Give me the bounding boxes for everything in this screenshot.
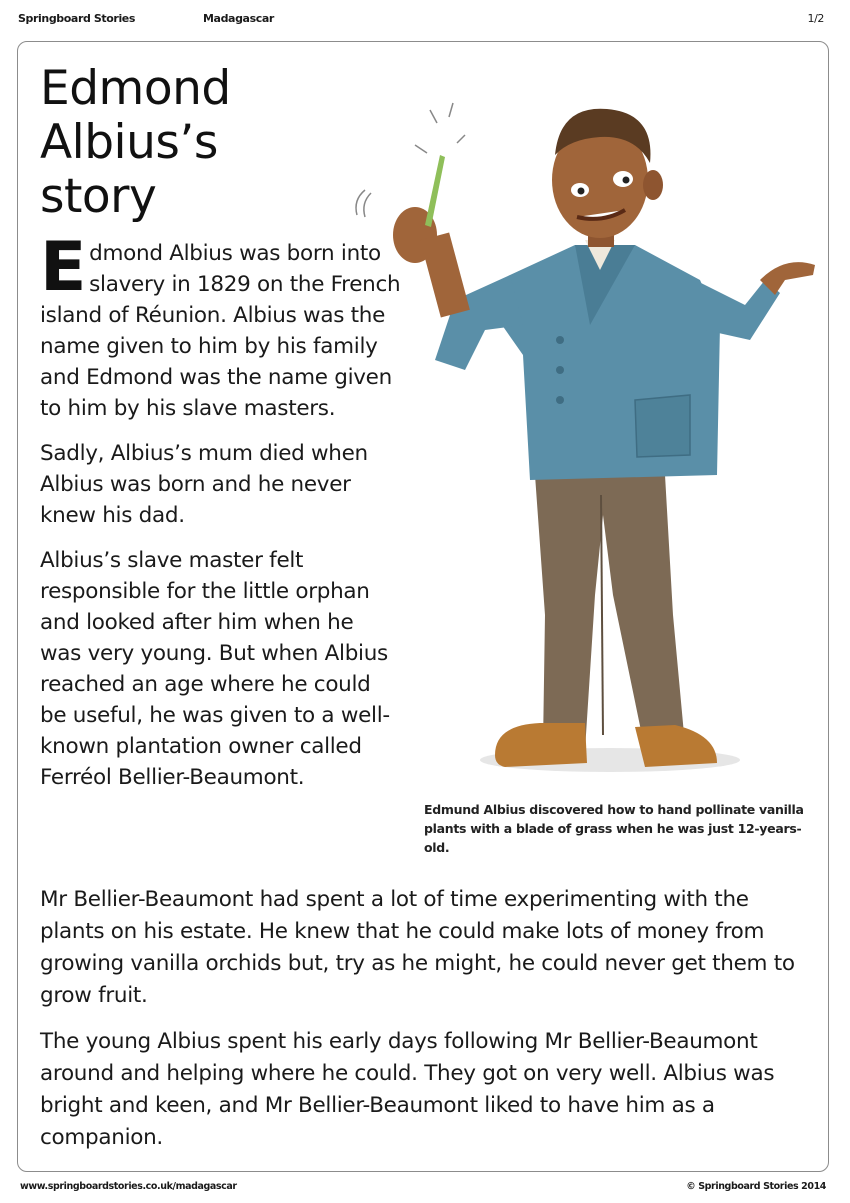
drop-cap: E <box>40 228 87 307</box>
brand-name: Springboard Stories <box>18 12 136 25</box>
website-link[interactable]: www.springboardstories.co.uk/madagascar <box>20 1181 237 1192</box>
paragraph-experimenting: Mr Bellier-Beaumont had spent a lot of time experimenting with the plants on his estate. He knew that he could make lots of money from growing vanilla orchids but, try as he might, he could never get them to grow fruit. <box>40 887 795 1008</box>
albius-illustration <box>345 95 825 795</box>
title-line-2: Albius’s <box>40 115 218 170</box>
paragraph-master: Albius’s slave master felt responsible for the little orphan and looked after him when he was very young. But when Albius reached an age where he could be useful, he was given to a well-known plantation owner called Ferréol Bellier-Beaumont. <box>40 548 390 790</box>
boy-illustration-icon <box>345 95 825 795</box>
title-line-3: story <box>40 169 157 224</box>
page-header <box>0 12 850 30</box>
page-title <box>40 62 340 224</box>
paragraph-companion: The young Albius spent his early days following Mr Bellier-Beaumont around and helping where he could. They got on very well. Albius was bright and keen, and Mr Bellier-Beaumont liked to have him as a companion. <box>40 1029 775 1150</box>
illustration-caption: Edmund Albius discovered how to hand pollinate vanilla plants with a blade of grass when he was just 12-years-old. <box>424 802 804 855</box>
paragraph-mum: Sadly, Albius’s mum died when Albius was born and he never knew his dad. <box>40 441 368 528</box>
story-wide-column <box>40 884 800 1168</box>
topic-label: Madagascar <box>203 12 274 25</box>
copyright-notice: © Springboard Stories 2014 <box>686 1181 826 1192</box>
page-indicator: 1/2 <box>807 12 824 25</box>
title-line-1: Edmond <box>40 61 231 116</box>
paragraph-intro-text: dmond Albius was born into slavery in 1829 on the French island of Réunion. Albius was the name given to him by his family and Edmond was the name given to him by his slave masters. <box>40 241 401 421</box>
